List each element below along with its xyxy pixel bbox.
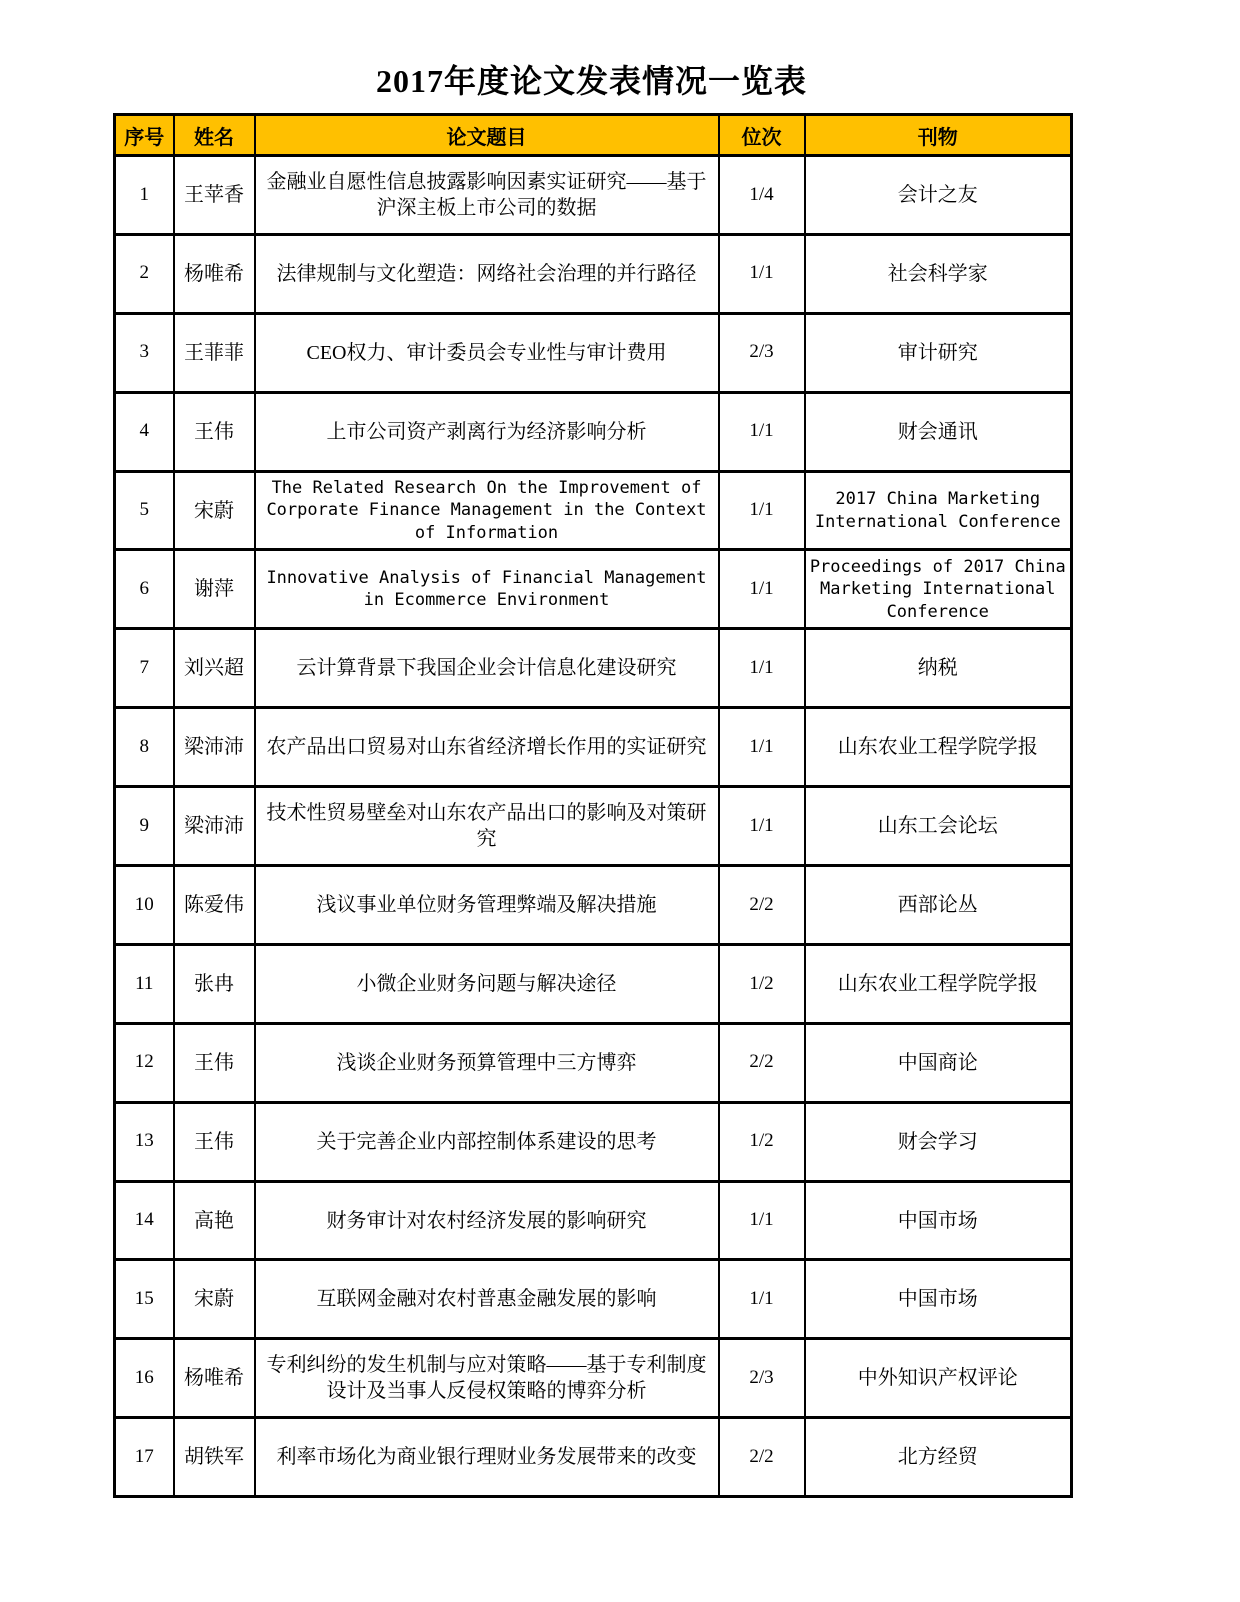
cell-no: 17 [115, 1418, 174, 1497]
cell-name: 刘兴超 [174, 629, 255, 708]
cell-name: 王伟 [174, 1102, 255, 1181]
cell-name: 高艳 [174, 1181, 255, 1260]
cell-rank: 1/1 [719, 629, 805, 708]
cell-journal: 财会学习 [805, 1102, 1072, 1181]
table-row [115, 1023, 1072, 1102]
cell-paper: Innovative Analysis of Financial Management in Ecommerce Environment [255, 550, 719, 629]
header-paper: 论文题目 [255, 115, 719, 156]
table-body [115, 156, 1072, 1497]
table-row [115, 1418, 1072, 1497]
cell-rank: 1/1 [719, 708, 805, 787]
table-row [115, 944, 1072, 1023]
cell-rank: 1/1 [719, 234, 805, 313]
cell-no: 13 [115, 1102, 174, 1181]
cell-rank: 1/1 [719, 550, 805, 629]
cell-journal: 2017 China Marketing International Conference [805, 471, 1072, 550]
cell-paper: 金融业自愿性信息披露影响因素实证研究——基于沪深主板上市公司的数据 [255, 156, 719, 235]
cell-name: 宋蔚 [174, 471, 255, 550]
cell-name: 王伟 [174, 392, 255, 471]
cell-paper: 上市公司资产剥离行为经济影响分析 [255, 392, 719, 471]
header-no: 序号 [115, 115, 174, 156]
cell-journal: 会计之友 [805, 156, 1072, 235]
cell-journal: 西部论丛 [805, 866, 1072, 945]
cell-paper: 云计算背景下我国企业会计信息化建设研究 [255, 629, 719, 708]
table-row [115, 471, 1072, 550]
cell-no: 3 [115, 313, 174, 392]
cell-rank: 2/3 [719, 313, 805, 392]
cell-paper: 财务审计对农村经济发展的影响研究 [255, 1181, 719, 1260]
table-row [115, 550, 1072, 629]
cell-paper: 技术性贸易壁垒对山东农产品出口的影响及对策研究 [255, 787, 719, 866]
cell-journal: 纳税 [805, 629, 1072, 708]
cell-name: 陈爱伟 [174, 866, 255, 945]
cell-journal: Proceedings of 2017 China Marketing International Conference [805, 550, 1072, 629]
cell-no: 5 [115, 471, 174, 550]
table-row [115, 1339, 1072, 1418]
table-row [115, 708, 1072, 787]
cell-name: 杨唯希 [174, 1339, 255, 1418]
table-row [115, 1260, 1072, 1339]
cell-journal: 财会通讯 [805, 392, 1072, 471]
cell-no: 8 [115, 708, 174, 787]
cell-rank: 2/3 [719, 1339, 805, 1418]
cell-no: 15 [115, 1260, 174, 1339]
cell-rank: 1/1 [719, 471, 805, 550]
table-row [115, 156, 1072, 235]
cell-journal: 山东农业工程学院学报 [805, 708, 1072, 787]
cell-no: 10 [115, 866, 174, 945]
cell-journal: 中国市场 [805, 1181, 1072, 1260]
cell-journal: 北方经贸 [805, 1418, 1072, 1497]
cell-no: 2 [115, 234, 174, 313]
cell-name: 王伟 [174, 1023, 255, 1102]
cell-paper: 互联网金融对农村普惠金融发展的影响 [255, 1260, 719, 1339]
cell-rank: 2/2 [719, 866, 805, 945]
cell-journal: 中国商论 [805, 1023, 1072, 1102]
cell-name: 王苹香 [174, 156, 255, 235]
table-row [115, 392, 1072, 471]
cell-no: 4 [115, 392, 174, 471]
cell-rank: 1/1 [719, 392, 805, 471]
cell-journal: 中外知识产权评论 [805, 1339, 1072, 1418]
header-rank: 位次 [719, 115, 805, 156]
cell-no: 1 [115, 156, 174, 235]
table-row [115, 1181, 1072, 1260]
publications-table [113, 113, 1073, 1498]
header-row [115, 115, 1072, 156]
cell-no: 9 [115, 787, 174, 866]
cell-rank: 2/2 [719, 1418, 805, 1497]
table-sheet [113, 60, 1070, 1498]
cell-paper: 关于完善企业内部控制体系建设的思考 [255, 1102, 719, 1181]
table-row [115, 234, 1072, 313]
cell-paper: 法律规制与文化塑造：网络社会治理的并行路径 [255, 234, 719, 313]
cell-rank: 1/1 [719, 1181, 805, 1260]
cell-no: 7 [115, 629, 174, 708]
cell-name: 宋蔚 [174, 1260, 255, 1339]
cell-no: 16 [115, 1339, 174, 1418]
cell-name: 杨唯希 [174, 234, 255, 313]
cell-rank: 1/1 [719, 787, 805, 866]
cell-name: 梁沛沛 [174, 708, 255, 787]
cell-paper: 小微企业财务问题与解决途径 [255, 944, 719, 1023]
cell-rank: 1/1 [719, 1260, 805, 1339]
cell-no: 12 [115, 1023, 174, 1102]
table-row [115, 866, 1072, 945]
page-title: 2017年度论文发表情况一览表 [375, 63, 807, 99]
cell-paper: 浅议事业单位财务管理弊端及解决措施 [255, 866, 719, 945]
cell-paper: 利率市场化为商业银行理财业务发展带来的改变 [255, 1418, 719, 1497]
cell-journal: 山东农业工程学院学报 [805, 944, 1072, 1023]
table-row [115, 787, 1072, 866]
table-row [115, 629, 1072, 708]
cell-journal: 山东工会论坛 [805, 787, 1072, 866]
table-row [115, 313, 1072, 392]
cell-rank: 1/4 [719, 156, 805, 235]
header-name: 姓名 [174, 115, 255, 156]
cell-paper: The Related Research On the Improvement of Corporate Finance Management in the Context of Information [255, 471, 719, 550]
cell-journal: 中国市场 [805, 1260, 1072, 1339]
table-row [115, 1102, 1072, 1181]
header-journal: 刊物 [805, 115, 1072, 156]
cell-paper: 专利纠纷的发生机制与应对策略——基于专利制度设计及当事人反侵权策略的博弈分析 [255, 1339, 719, 1418]
cell-paper: 浅谈企业财务预算管理中三方博弈 [255, 1023, 719, 1102]
cell-rank: 1/2 [719, 944, 805, 1023]
cell-name: 王菲菲 [174, 313, 255, 392]
cell-name: 张冉 [174, 944, 255, 1023]
cell-name: 梁沛沛 [174, 787, 255, 866]
cell-paper: CEO权力、审计委员会专业性与审计费用 [255, 313, 719, 392]
cell-name: 谢萍 [174, 550, 255, 629]
cell-journal: 审计研究 [805, 313, 1072, 392]
cell-no: 14 [115, 1181, 174, 1260]
cell-rank: 2/2 [719, 1023, 805, 1102]
cell-no: 6 [115, 550, 174, 629]
cell-name: 胡铁军 [174, 1418, 255, 1497]
cell-journal: 社会科学家 [805, 234, 1072, 313]
cell-paper: 农产品出口贸易对山东省经济增长作用的实证研究 [255, 708, 719, 787]
cell-no: 11 [115, 944, 174, 1023]
cell-rank: 1/2 [719, 1102, 805, 1181]
